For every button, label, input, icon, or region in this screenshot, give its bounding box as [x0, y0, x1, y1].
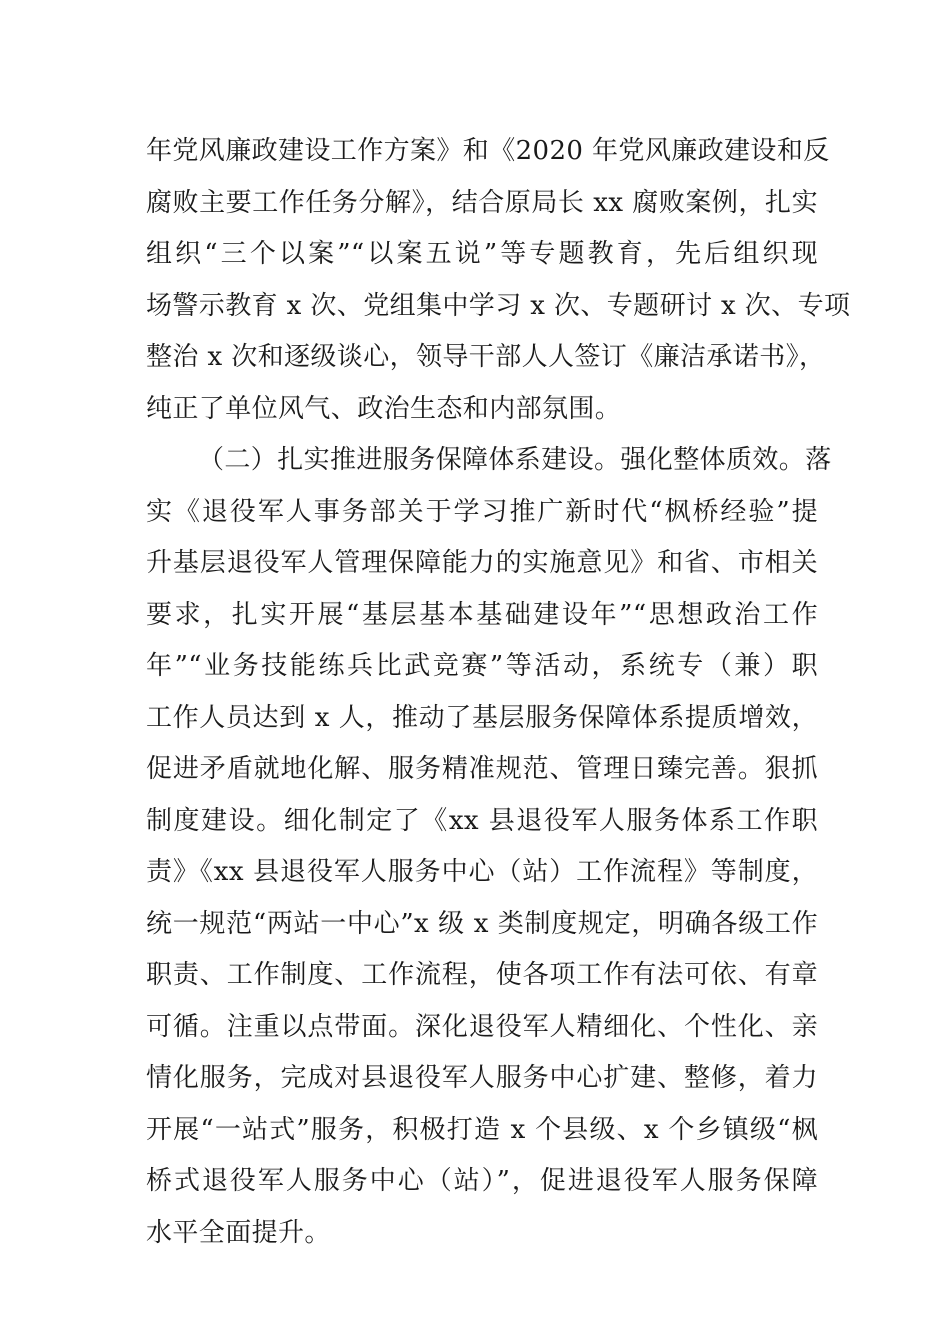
text-line: 要求，扎实开展“基层基本基础建设年”“思想政治工作: [146, 599, 818, 630]
text-line: 职责、工作制度、工作流程，使各项工作有法可依、有章: [146, 960, 818, 990]
text-line: 升基层退役军人管理保障能力的实施意见》和省、市相关: [146, 548, 818, 578]
text-line: 整治 x 次和逐级谈心，领导干部人人签订《廉洁承诺书》，: [146, 342, 826, 372]
text-line: 组织“三个以案”“以案五说”等专题教育，先后组织现: [146, 239, 818, 269]
text-line: 纯正了单位风气、政治生态和内部氛围。: [146, 393, 622, 424]
text-line: 工作人员达到 x 人，推动了基层服务保障体系提质增效，: [146, 702, 818, 733]
paragraph-2: [146, 435, 832, 1259]
text-line: 促进矛盾就地化解、服务精准规范、管理日臻完善。狠抓: [146, 754, 818, 784]
document-body: [146, 126, 851, 1259]
text-line: 情化服务，完成对县退役军人服务中心扩建、整修，着力: [146, 1063, 818, 1093]
text-line: （二）扎实推进服务保障体系建设。强化整体质效。落: [198, 445, 832, 475]
text-line: 场警示教育 x 次、党组集中学习 x 次、专题研讨 x 次、专项: [146, 290, 851, 321]
text-line: 制度建设。细化制定了《xx 县退役军人服务体系工作职: [146, 805, 818, 836]
text-line: 年”“业务技能练兵比武竞赛”等活动，系统专（兼）职: [146, 651, 818, 681]
text-line: 桥式退役军人服务中心（站）”，促进退役军人服务保障: [146, 1166, 818, 1196]
text-line: 责》《xx 县退役军人服务中心（站）工作流程》等制度，: [146, 857, 818, 887]
text-line: 实《退役军人事务部关于学习推广新时代“枫桥经验”提: [146, 496, 818, 527]
paragraph-1: [146, 126, 851, 435]
text-line: 腐败主要工作任务分解》，结合原局长 xx 腐败案例，扎实: [146, 187, 818, 218]
text-line: 开展“一站式”服务，积极打造 x 个县级、x 个乡镇级“枫: [146, 1114, 818, 1145]
text-line: 水平全面提升。: [146, 1217, 331, 1248]
text-line: 可循。注重以点带面。深化退役军人精细化、个性化、亲: [146, 1011, 818, 1042]
text-line: 统一规范“两站一中心”x 级 x 类制度规定，明确各级工作: [146, 908, 818, 939]
text-line: 年党风廉政建设工作方案》和《2020 年党风廉政建设和反: [146, 136, 830, 166]
